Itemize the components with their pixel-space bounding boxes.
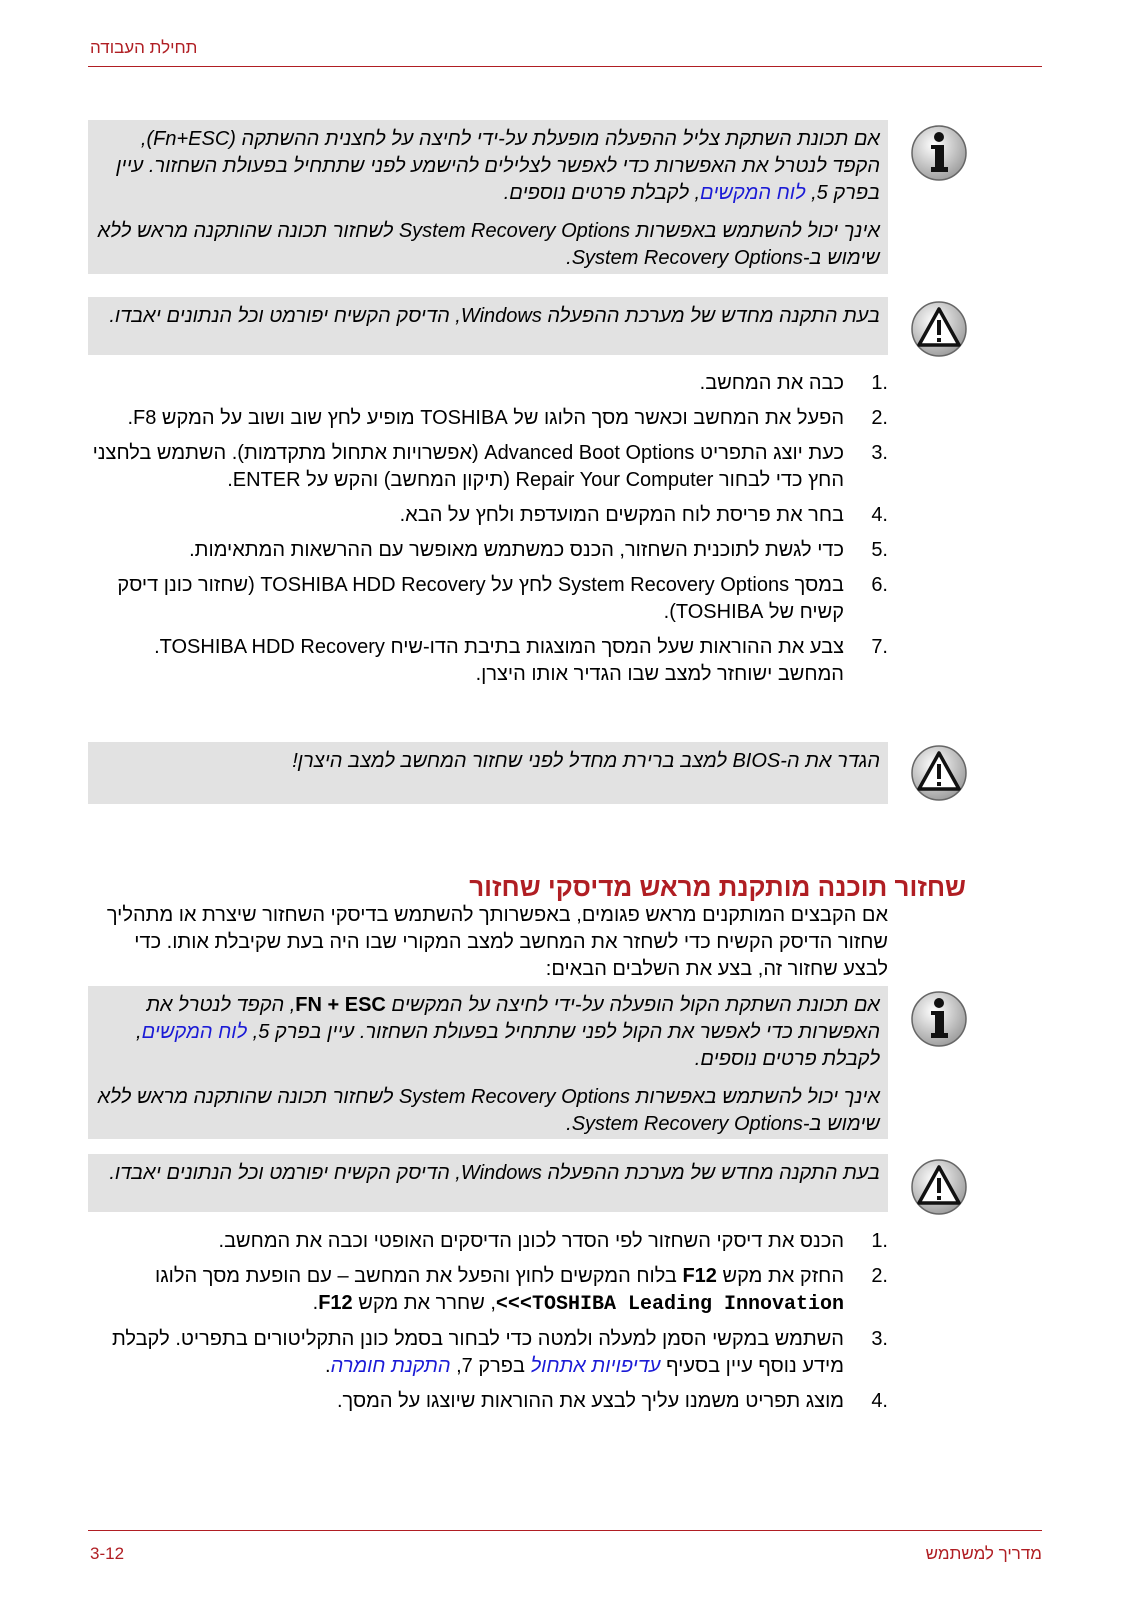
info-note bbox=[88, 120, 888, 274]
info-note bbox=[88, 986, 888, 1139]
list-item: 5. כדי לגשת לתוכנית השחזור, הכנס כמשתמש מאופשר עם ההרשאות המתאימות. bbox=[189, 539, 888, 561]
brand-slogan: TOSHIBA Leading Innovation>>> bbox=[495, 1293, 844, 1316]
warning-note bbox=[88, 1154, 888, 1212]
note-paragraph: אינך יכול להשתמש באפשרות System Recovery Options לשחזור תכונה שהותקנה מראש ללא שימוש ב-System Recovery Options. bbox=[97, 220, 880, 269]
warning-text: הגדר את ה-BIOS למצב ברירת מחדל לפני שחזור המחשב למצב היצרן! bbox=[292, 750, 880, 772]
running-footer-title: מדריך למשתמש bbox=[925, 1544, 1042, 1563]
warning-icon bbox=[910, 742, 968, 804]
list-item: 2. הפעל את המחשב וכאשר מסך הלוגו של TOSHIBA מופיע לחץ שוב ושוב על המקש F8. bbox=[127, 407, 888, 429]
warning-note bbox=[88, 297, 888, 355]
warning-note bbox=[88, 742, 888, 804]
list-item: 7. צבע את ההוראות שעל המסך המוצגות בתיבת הדו-שיח TOSHIBA HDD Recovery. המחשב ישוחזר למצב שבו הגדיר אותו היצרן. bbox=[154, 636, 888, 685]
list-item: 3. השתמש במקשי הסמן למעלה ולמטה כדי לבחור בסמל כונן התקליטורים בתפריט. לקבלת מידע נוסף עיין בסעיף עדיפויות אתחול בפרק 7, התקנת חומרה. bbox=[111, 1328, 888, 1377]
note-paragraph: אם תכונת השתקת הקול הופעלה על-ידי לחיצה על המקשים FN + ESC, הקפד לנטרל את האפשרות כדי לאפשר את הקול לפני שתתחיל בפעולת השחזור. עיין בפרק 5, לוח המקשים, לקבלת פרטים נוספים. bbox=[136, 994, 880, 1070]
note-paragraph: אם תכונת השתקת צליל ההפעלה מופעלת על-ידי לחיצה על לחצנית ההשתקה (Fn+ESC), הקפד לנטרל את האפשרות כדי לאפשר לצלילים להישמע לפני שתתחיל בפעולת השחזור. עיין בפרק 5, לוח המקשים, לקבלת פרטים נוספים. bbox=[116, 128, 880, 204]
note-paragraph: אינך יכול להשתמש באפשרות System Recovery Options לשחזור תכונה שהותקנה מראש ללא שימוש ב-System Recovery Options. bbox=[97, 1086, 880, 1135]
disc-recovery-steps-list bbox=[88, 1228, 888, 1423]
info-icon bbox=[910, 988, 968, 1050]
hardware-chapter-link[interactable]: התקנת חומרה bbox=[330, 1355, 451, 1377]
page-number: 3-12 bbox=[90, 1544, 125, 1563]
recovery-steps-list bbox=[88, 370, 888, 696]
list-item: 3. כעת יוצג התפריט Advanced Boot Options (אפשרויות אתחול מתקדמות). השתמש בלחצני החץ כדי לבחור Repair Your Computer (תיקון המחשב) והקש על ENTER. bbox=[92, 442, 888, 491]
list-item: 1. הכנס את דיסקי השחזור לפי הסדר לכונן הדיסקים האופטי וכבה את המחשב. bbox=[218, 1230, 888, 1252]
header-rule bbox=[88, 66, 1042, 67]
list-item: 4. בחר את פריסת לוח המקשים המועדפת ולחץ על הבא. bbox=[399, 504, 888, 526]
list-item: 2. החזק את מקש F12 בלוח המקשים לחוץ והפעל את המחשב – עם הופעת מסך הלוגו TOSHIBA Leading Innovation>>>, שחרר את מקש F12. bbox=[155, 1265, 888, 1316]
keyboard-chapter-link[interactable]: לוח המקשים bbox=[141, 1021, 248, 1043]
keyboard-chapter-link[interactable]: לוח המקשים bbox=[700, 182, 806, 204]
intro-paragraph: אם הקבצים המותקנים מראש פגומים, באפשרותך להשתמש בדיסקי השחזור שיצרת או מתהליך שחזור הדיסק הקשיח כדי לשחזר את המחשב למצב המקורי שבו היה בעת שקיבלת אותו. כדי לבצע שחזור זה, בצע את השלבים הבאים: bbox=[106, 904, 888, 980]
warning-text: בעת התקנה מחדש של מערכת ההפעלה Windows, הדיסק הקשיח יפורמט וכל הנתונים יאבדו. bbox=[109, 1162, 880, 1184]
section-title: שחזור תוכנה מותקנת מראש מדיסקי שחזור bbox=[469, 872, 966, 902]
running-header-title: תחילת העבודה bbox=[90, 38, 198, 57]
list-item: 4. מוצג תפריט משמנו עליך לבצע את ההוראות שיוצגו על המסך. bbox=[336, 1390, 888, 1412]
info-icon bbox=[910, 122, 968, 184]
warning-icon bbox=[910, 1156, 968, 1218]
warning-text: בעת התקנה מחדש של מערכת ההפעלה Windows, הדיסק הקשיח יפורמט וכל הנתונים יאבדו. bbox=[109, 305, 880, 327]
boot-priority-link[interactable]: עדיפויות אתחול bbox=[530, 1355, 661, 1377]
list-item: 1. כבה את המחשב. bbox=[699, 372, 888, 394]
footer-rule bbox=[88, 1530, 1042, 1531]
warning-icon bbox=[910, 298, 968, 360]
list-item: 6. במסך System Recovery Options לחץ על TOSHIBA HDD Recovery (שחזור כונן דיסק קשיח של TOSHIBA). bbox=[117, 574, 888, 623]
